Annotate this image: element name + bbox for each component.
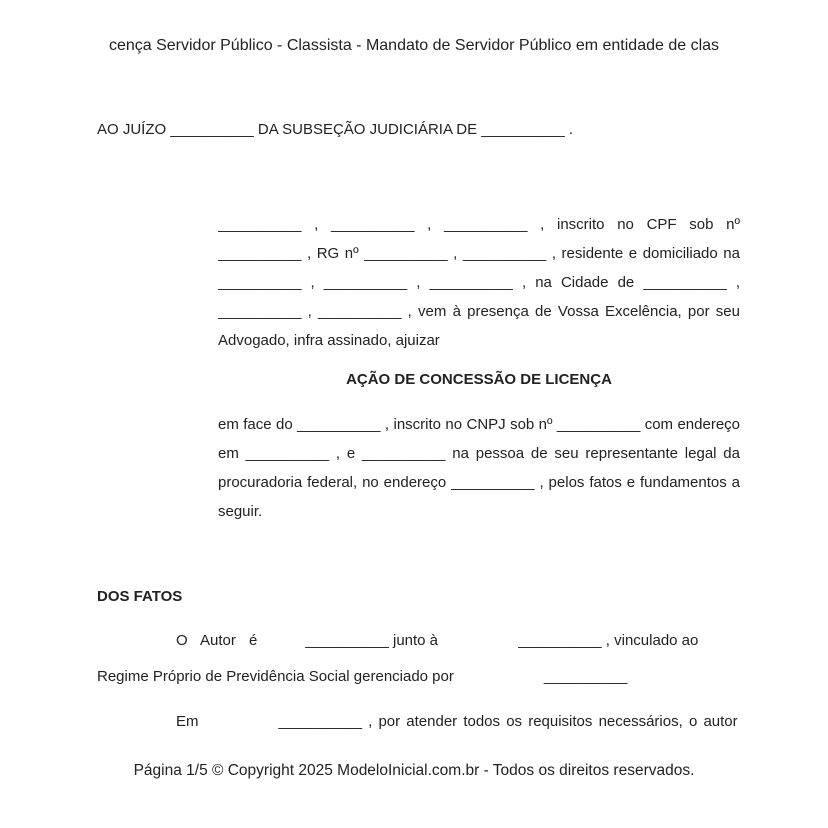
paragraph-line: em __________ , e __________ na pessoa de seu representante legal da (218, 445, 740, 462)
paragraph-line: em face do __________ , inscrito no CNPJ sob nº __________ com endereço (218, 416, 740, 433)
section-heading-dos-fatos: DOS FATOS (97, 588, 183, 605)
autor-line-text: junto à (388, 632, 443, 649)
blank-field[interactable]: __________ (543, 668, 628, 685)
qualification-paragraph (218, 210, 740, 355)
em-line-text: , por atender todos os requisitos necessários, o autor (361, 713, 738, 730)
paragraph-line: __________ , __________ , __________ , na Cidade de __________ , (218, 274, 740, 291)
paragraph-line: __________ , __________ , __________ , inscrito no CPF sob nº (218, 216, 740, 233)
document-title: cença Servidor Público - Classista - Mandato de Servidor Público em entidade de clas (108, 37, 720, 54)
paragraph-line: procuradoria federal, no endereço __________ , pelos fatos e fundamentos a (218, 474, 740, 491)
paragraph-line: Advogado, infra assinado, ajuizar (218, 332, 440, 349)
gap-spacer (199, 725, 279, 726)
blank-field[interactable]: __________ (278, 713, 362, 730)
paragraph-line: __________ , __________ , vem à presença de Vossa Excelência, por seu (218, 303, 740, 320)
paragraph-line: __________ , RG nº __________ , __________ , residente e domiciliado na (218, 245, 740, 262)
regime-line-text: Regime Próprio de Previdência Social gerenciado por (97, 668, 454, 685)
gap-spacer (442, 644, 518, 645)
autor-line-text: O Autor é (176, 632, 258, 649)
blank-field[interactable]: __________ (518, 632, 602, 649)
gap-spacer (454, 680, 544, 681)
autor-line (97, 630, 757, 652)
paragraph-line: seguir. (218, 503, 263, 520)
first-line-indent (97, 725, 176, 726)
autor-line-text: , vinculado ao (601, 632, 699, 649)
first-line-indent (97, 644, 176, 645)
addressing-line: AO JUÍZO __________ DA SUBSEÇÃO JUDICIÁRIA DE __________ . (97, 121, 574, 138)
page-footer: Página 1/5 © Copyright 2025 ModeloInicial.com.br - Todos os direitos reservados. (133, 762, 695, 779)
blank-field[interactable]: __________ (305, 632, 389, 649)
action-heading: AÇÃO DE CONCESSÃO DE LICENÇA (346, 371, 612, 388)
gap-spacer (257, 644, 305, 645)
regime-line (97, 666, 757, 688)
em-line-text: Em (176, 713, 199, 730)
em-line (97, 711, 757, 733)
defendant-paragraph (218, 410, 740, 526)
